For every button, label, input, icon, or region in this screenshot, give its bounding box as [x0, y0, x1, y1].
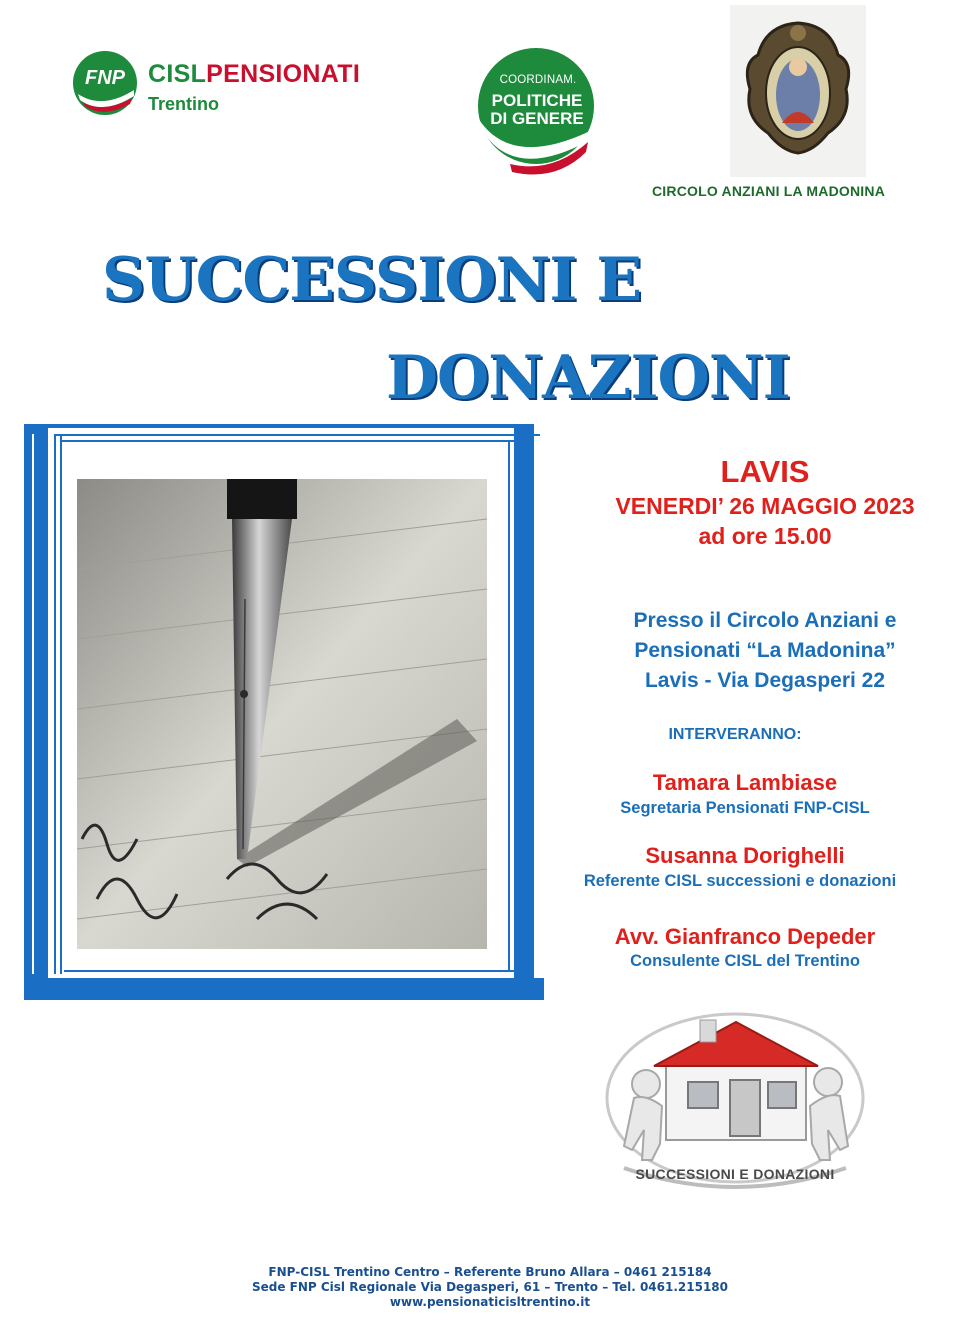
- politiche-line1: COORDINAM.: [499, 74, 577, 86]
- fnp-word-cisl: CISL: [148, 60, 207, 88]
- footer-website-link[interactable]: www.pensionaticisltrentino.it: [389, 1295, 591, 1309]
- venue-line-2: Pensionati “La Madonina”: [634, 639, 896, 662]
- speaker-2-name: Susanna Dorighelli: [645, 843, 845, 868]
- title-line-1: SUCCESSIONI E: [102, 245, 642, 315]
- politiche-line3: DI GENERE: [490, 109, 584, 128]
- pen-writing-image: [77, 479, 487, 949]
- title-line-2: DONAZIONI: [386, 343, 790, 413]
- speaker-3-name: Avv. Gianfranco Depeder: [614, 924, 876, 949]
- footer-line-1: FNP-CISL Trentino Centro – Referente Bruno Allara – 0461 215184: [268, 1265, 712, 1279]
- madonna-emblem-icon: [730, 5, 866, 177]
- speaker-2-role: Referente CISL successioni e donazioni: [583, 872, 897, 890]
- venue-line-3: Lavis - Via Degasperi 22: [644, 669, 886, 692]
- pen-photo: [77, 479, 487, 949]
- fnp-subtitle: Trentino: [148, 94, 219, 114]
- event-city: LAVIS: [720, 454, 810, 489]
- madonna-emblem: [730, 5, 866, 177]
- house-caption: SUCCESSIONI E DONAZIONI: [635, 1166, 835, 1182]
- politiche-genere-logo: [470, 48, 600, 180]
- venue-line-1: Presso il Circolo Anziani e: [633, 609, 897, 632]
- speakers-intro: INTERVERANNO:: [668, 726, 802, 743]
- speaker-1-role: Segretaria Pensionati FNP-CISL: [620, 799, 870, 817]
- fnp-logo-icon: [72, 50, 138, 116]
- house-illustration: [604, 1010, 866, 1194]
- event-time: ad ore 15.00: [698, 523, 832, 549]
- fnp-word-pensionati: PENSIONATI: [206, 60, 361, 88]
- footer: [150, 1265, 830, 1310]
- speaker-3-role: Consulente CISL del Trentino: [630, 952, 860, 970]
- fnp-cisl-logo: [72, 50, 402, 120]
- speaker-1-name: Tamara Lambiase: [652, 770, 838, 795]
- madonna-caption: CIRCOLO ANZIANI LA MADONINA: [652, 183, 886, 199]
- footer-line-2: Sede FNP Cisl Regionale Via Degasperi, 61 – Trento – Tel. 0461.215180: [251, 1280, 729, 1294]
- fnp-mark-text: FNP: [85, 67, 125, 89]
- politiche-line2: POLITICHE: [491, 91, 583, 110]
- fnp-wordmark: [148, 60, 360, 89]
- event-date: VENERDI’ 26 MAGGIO 2023: [615, 493, 915, 519]
